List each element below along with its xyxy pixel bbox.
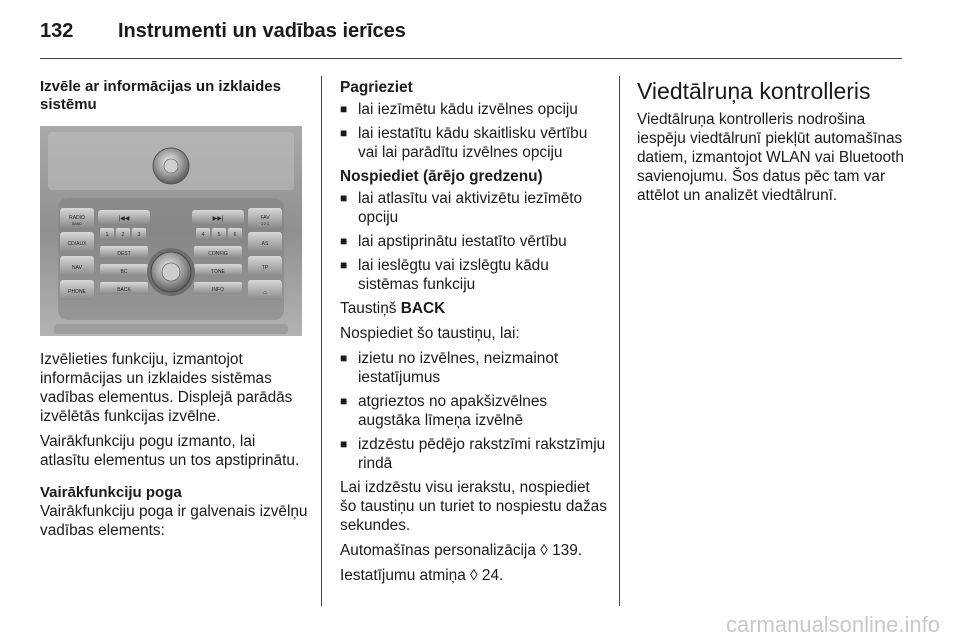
- svg-text:PHONE: PHONE: [68, 289, 86, 295]
- svg-text:TP: TP: [261, 265, 269, 271]
- svg-text:FAV: FAV: [260, 215, 270, 221]
- list-item: ■ atgrieztos no apakšizvēlnes augstāka līmeņa izvēlnē: [340, 392, 608, 430]
- reference-arrow-icon: ◊: [470, 567, 478, 584]
- turn-list: [340, 100, 608, 162]
- svg-text:3: 3: [137, 232, 141, 238]
- cross-reference-1: Automašīnas personalizācija ◊ 139.: [340, 542, 583, 559]
- press-label: Nospiediet (ārējo gredzenu): [340, 168, 543, 185]
- list-item: ■ lai iestatītu kādu skaitlisku vērtību vai lai parādītu izvēlnes opciju: [340, 124, 608, 162]
- back-key-name: BACK: [400, 300, 446, 317]
- list-item: ■ lai ieslēgtu vai izslēgtu kādu sistēmas funkciju: [340, 256, 608, 294]
- svg-text:▶▶|: ▶▶|: [212, 216, 224, 222]
- page-number: 132: [40, 20, 74, 42]
- svg-text:2: 2: [121, 232, 125, 238]
- list-item: ■ lai apstiprinātu iestatīto vērtību: [340, 232, 608, 251]
- svg-text:RADIO: RADIO: [69, 215, 85, 221]
- svg-text:DEST: DEST: [117, 251, 131, 257]
- chapter-title: Instrumenti un vadības ierīces: [118, 20, 406, 42]
- back-list: [340, 349, 608, 473]
- press-list: [340, 189, 608, 294]
- svg-text:6: 6: [233, 232, 237, 238]
- infotainment-panel-photo: [40, 126, 302, 336]
- multifunction-knob-heading: Vairākfunkciju poga: [40, 484, 182, 501]
- multifunction-knob-paragraph: Vairākfunkciju poga ir galvenais izvēlņu vadības elements:: [40, 503, 308, 539]
- list-item: ■ izdzēstu pēdējo rakstzīmi rakstzīmju rindā: [340, 435, 608, 473]
- column-divider-2: [619, 76, 620, 606]
- svg-text:BAND: BAND: [72, 222, 82, 226]
- reference-arrow-icon: ◊: [540, 542, 548, 559]
- list-item: ■ izietu no izvēlnes, neizmainot iestatījumus: [340, 349, 608, 387]
- usage-paragraph: Vairākfunkciju pogu izmanto, lai atlasītu elementus un tos apstiprinātu.: [40, 433, 300, 469]
- svg-text:1: 1: [105, 232, 109, 238]
- svg-text:1 2 3: 1 2 3: [261, 222, 269, 226]
- svg-text:4: 4: [201, 232, 205, 238]
- page-header: [40, 20, 406, 46]
- svg-text:AS: AS: [261, 241, 269, 247]
- list-item: ■ lai atlasītu vai aktivizētu iezīmēto opciju: [340, 189, 608, 227]
- column-1: [40, 78, 308, 546]
- header-rule: [40, 58, 902, 59]
- turn-label: Pagrieziet: [340, 79, 413, 96]
- svg-text:BACK: BACK: [117, 287, 131, 293]
- delete-paragraph: Lai izdzēstu visu ierakstu, nospiediet šo taustiņu un turiet to nospiestu dažas sekundes.: [340, 479, 607, 534]
- column-2: [340, 78, 608, 591]
- back-key-intro: Nospiediet šo taustiņu, lai:: [340, 325, 520, 342]
- watermark: carmanualsonline.info: [725, 612, 940, 637]
- svg-text:|◀◀: |◀◀: [118, 216, 130, 222]
- column-3: [637, 78, 905, 211]
- svg-text:CD/AUX: CD/AUX: [67, 241, 87, 247]
- svg-text:BC: BC: [120, 269, 128, 275]
- svg-text:5: 5: [217, 232, 221, 238]
- svg-text:CONFIG: CONFIG: [208, 251, 228, 257]
- smartphone-controller-paragraph: Viedtālruņa kontrolleris nodrošina iespēju viedtālrunī piekļūt automašīnas datiem, izmantojot WLAN vai Bluetooth savienojumu. Šos datus pēc tam var attēlot un analizēt viedtālrunī.: [637, 111, 904, 204]
- intro-paragraph: Izvēlieties funkciju, izmantojot informācijas un izklaides sistēmas vadības elementus. Displejā parādās izvēlētās funkcijas izvēlne.: [40, 351, 293, 425]
- column-divider-1: [321, 76, 322, 606]
- svg-text:⌂: ⌂: [263, 290, 267, 296]
- cross-reference-2: Iestatījumu atmiņa ◊ 24.: [340, 567, 504, 584]
- section-subhead: Izvēle ar informācijas un izklaides sistēmu: [40, 78, 281, 113]
- svg-text:NAV: NAV: [72, 265, 82, 271]
- back-key-heading: Taustiņš BACK: [340, 300, 446, 317]
- svg-text:INFO: INFO: [212, 287, 224, 293]
- svg-text:TONE: TONE: [211, 269, 225, 275]
- section-title: Viedtālruņa kontrolleris: [637, 78, 871, 104]
- list-item: ■ lai iezīmētu kādu izvēlnes opciju: [340, 100, 608, 119]
